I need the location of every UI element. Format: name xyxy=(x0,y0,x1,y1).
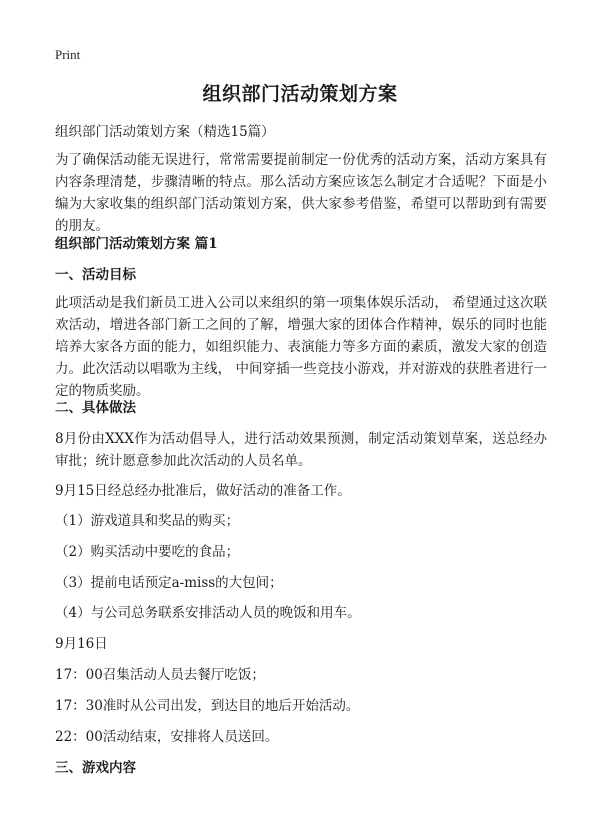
heading-game-content: 三、游戏内容 xyxy=(55,760,136,776)
schedule-date: 9月16日 xyxy=(55,636,108,652)
heading-specific-approach: 二、具体做法 xyxy=(55,400,136,416)
print-link[interactable]: Print xyxy=(55,47,81,62)
activity-goal-paragraph: 此项活动是我们新员工进入公司以来组织的第一项集体娱乐活动， 希望通过这次联欢活动，增进各部门新工之间的了解，增强大家的团体合作精神，娱乐的同时也能培养大家各方面的能力，如组织能力、表演能力等多方面的素质，激发大家的创造力。此次活动以唱歌为主线， 中间穿插一些竞技小游戏，并对游戏的获胜者进行一定的物质奖励。 xyxy=(55,295,547,399)
list-item: （3）提前电话预定a-miss的大包间； xyxy=(55,575,283,591)
list-item: （4）与公司总务联系安排活动人员的晚饭和用车。 xyxy=(55,605,361,621)
intro-paragraph: 为了确保活动能无误进行，常常需要提前制定一份优秀的活动方案，活动方案具有内容条理清楚，步骤清晰的特点。那么活动方案应该怎么制定才合适呢？下面是小编为大家收集的组织部门活动策划方案，供大家参考借鉴，希望可以帮助到有需要的朋友。 xyxy=(55,152,547,234)
approach-paragraph-1: 8月份由XXX作为活动倡导人，进行活动效果预测，制定活动策划草案，送总经办审批；统计愿意参加此次活动的人员名单。 xyxy=(55,431,547,469)
document-subtitle: 组织部门活动策划方案（精选15篇） xyxy=(55,124,275,140)
schedule-item: 22：00活动结束，安排将人员送回。 xyxy=(55,729,279,745)
schedule-item: 17：00召集活动人员去餐厅吃饭； xyxy=(55,667,265,683)
list-item: （1）游戏道具和奖品的购买； xyxy=(55,513,240,529)
approach-paragraph-2: 9月15日经总经办批准后，做好活动的准备工作。 xyxy=(55,483,351,499)
list-item: （2）购买活动中要吃的食品； xyxy=(55,544,240,560)
heading-activity-goal: 一、活动目标 xyxy=(55,267,136,283)
schedule-item: 17：30准时从公司出发，到达目的地后开始活动。 xyxy=(55,698,360,714)
document-title: 组织部门活动策划方案 xyxy=(202,83,398,105)
section-title: 组织部门活动策划方案 篇1 xyxy=(55,236,218,252)
